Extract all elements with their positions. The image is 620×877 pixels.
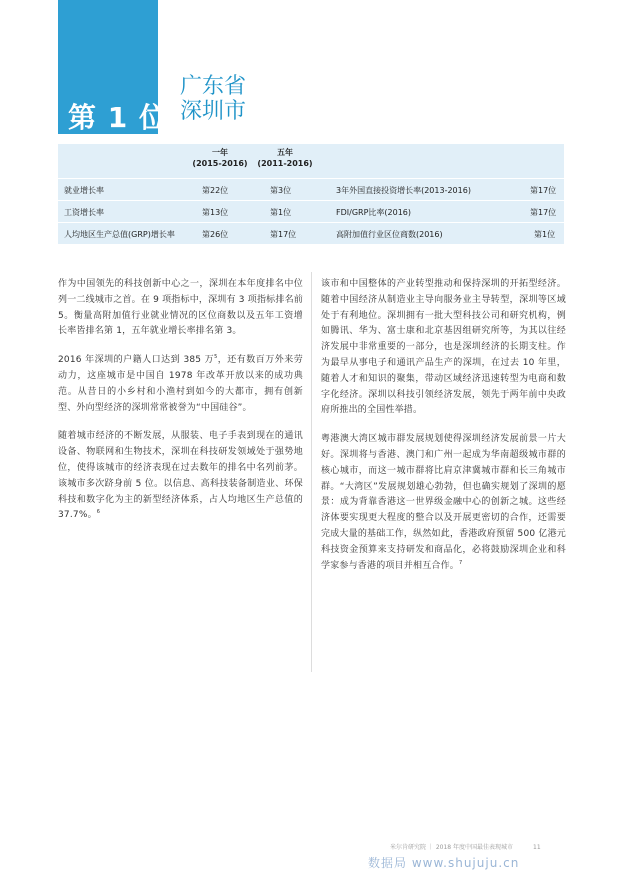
paragraph-text: 2016 年深圳的户籍人口达到 385 万 (58, 355, 215, 366)
col-head-one-year-range: (2015-2016) (192, 159, 248, 168)
one-year-rank: 第13位 (202, 208, 229, 217)
metric-label: 工资增长率 (64, 208, 104, 217)
one-year-rank: 第26位 (202, 230, 229, 239)
metric2-rank: 第1位 (534, 230, 556, 239)
paragraph-text: 粤港澳大湾区城市群发展规划使得深圳经济发展前景一片大好。深圳将与香港、澳门和广州一起成为华南超级城市群的核心城市，而这一城市群将比肩京津冀城市群和长三角城市群。“大湾区”发展规划雄心勃勃，但也确实规划了深圳的愿景：成为背靠香港这一世界级金融中心的创新之城。这些经济体要实现更大程度的整合以及开展更密切的合作，还需要完成大量的基础工作，纵然如此，香港政府预留 500 亿港元科技资金预算来支持研发和商品化，必将鼓励深圳企业和科学家参与香港的项目并相互合作。 (321, 434, 566, 571)
page-number: 11 (533, 844, 541, 851)
table-row (58, 222, 564, 244)
paragraph-text: ，还有数百万外来劳动力，这座城市是中国自 1978 年改革开放以来的成功典范。从昔日的小乡村和小渔村到如今的大都市，拥有创新型、外向型经济的深圳常常被誉为“中国硅谷”。 (58, 355, 303, 413)
one-year-rank: 第22位 (202, 186, 229, 195)
metric-label: 人均地区生产总值(GRP)增长率 (64, 230, 175, 239)
col-head-five-year-range: (2011-2016) (257, 159, 313, 168)
metric2-label: 3年外国直接投资增长率(2013-2016) (336, 186, 471, 195)
watermark-text: 数据局 www.shujuju.cn (368, 856, 520, 870)
paragraph (321, 432, 566, 574)
city-name: 深圳市 (180, 99, 247, 124)
footnote-ref: 7 (459, 559, 463, 566)
page-footer (390, 842, 541, 851)
metric2-label: 高附加值行业区位商数(2016) (336, 230, 443, 239)
paragraph-text: 随着城市经济的不断发展，从服装、电子手表到现在的通讯设备、物联网和生物技术，深圳在科技研发领域处于强势地位，使得该城市的经济表现在过去数年的排名中名列前茅。该城市多次跻身前 5 位。以信息、高科技装备制造业、环保科技和数字化为主的新型经济体系，占人均地区生产总值的 37.7%。 (58, 431, 303, 521)
paragraph (58, 429, 303, 524)
stats-table (58, 144, 564, 244)
footnote-ref: 6 (96, 509, 101, 516)
metric2-rank: 第17位 (530, 208, 557, 217)
five-year-rank: 第17位 (270, 230, 297, 239)
city-title (180, 74, 246, 124)
metric2-label: FDI/GRP比率(2016) (336, 208, 411, 217)
five-year-rank: 第3位 (270, 186, 292, 195)
stats-table-header (58, 144, 564, 178)
col-head-one-year (190, 147, 250, 169)
footer-source: 米尔肯研究院 ｜ 2018 年度中国最佳表现城市 (390, 844, 513, 851)
table-row (58, 178, 564, 200)
metric-label: 就业增长率 (64, 186, 104, 195)
col-head-one-year-label: 一年 (212, 148, 228, 157)
right-column (321, 277, 566, 587)
five-year-rank: 第1位 (270, 208, 292, 217)
table-row (58, 200, 564, 222)
paragraph: 作为中国领先的科技创新中心之一，深圳在本年度排名中位列一二线城市之首。在 9 项指标中，深圳有 3 项指标排名前 5。衡量高附加值行业就业情况的区位商数以及五年工资增长率皆排名第 1，五年就业增长率排名第 3。 (58, 279, 303, 337)
column-divider (311, 272, 312, 672)
paragraph (58, 353, 303, 416)
province-name: 广东省 (180, 74, 247, 99)
col-head-five-year (254, 147, 316, 169)
metric2-rank: 第17位 (530, 186, 557, 195)
paragraph: 该市和中国整体的产业转型推动和保持深圳的开拓型经济。随着中国经济从制造业主导向服务业主导转型，深圳等区域处于有利地位。深圳拥有一批大型科技公司和研究机构，例如腾讯、华为、富士康和北京基因组研究所等，为其以往经济发展中非常重要的一部分，也是深圳经济的长期支柱。作为最早从事电子和通讯产品生产的深圳，在过去 10 年里，随着人才和知识的聚集，带动区域经济迅速转型为电商和数字化经济。深圳以科技引领经济发展，领先于两年前中央政府所推出的全国性举措。 (321, 279, 566, 416)
left-column (58, 277, 303, 537)
footnote-ref: 5 (214, 354, 218, 361)
col-head-five-year-label: 五年 (277, 148, 293, 157)
rank-label: 第 1 位 (68, 101, 168, 134)
